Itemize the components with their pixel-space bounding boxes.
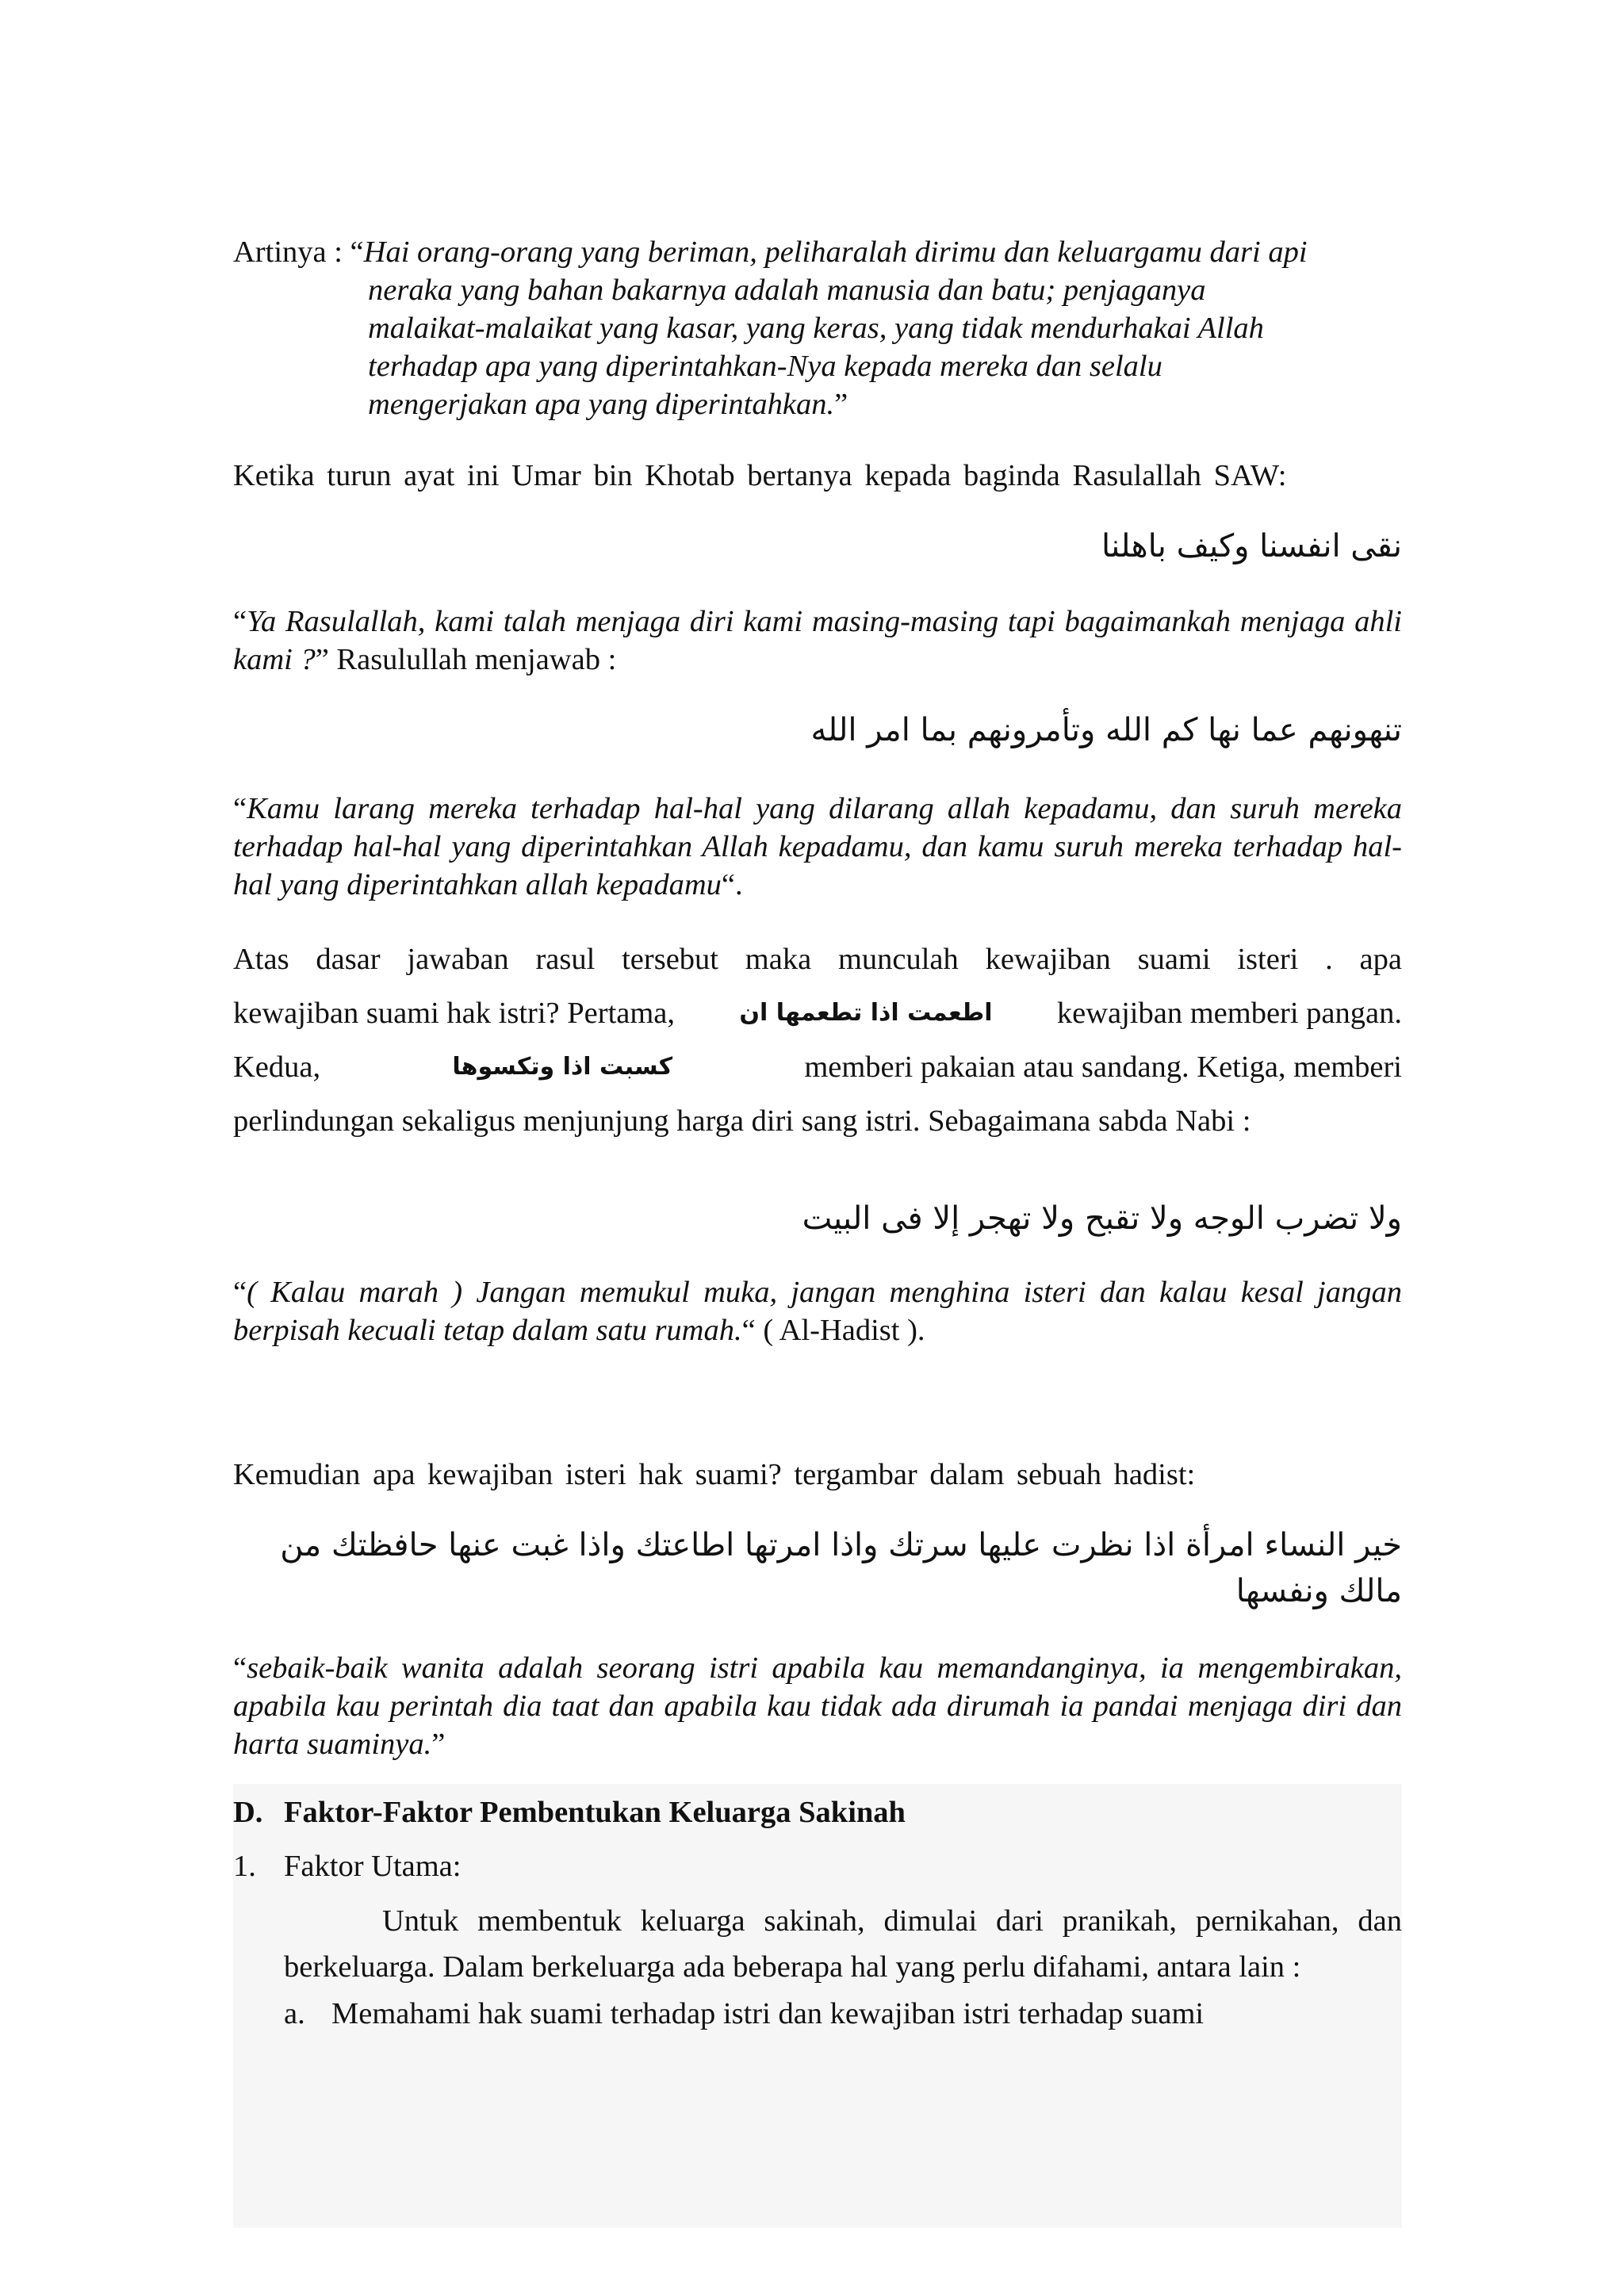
item-1-heading <box>233 1847 1402 1885</box>
atas-line-2-a: kewajiban suami hak istri? Pertama, <box>233 997 676 1030</box>
item-1-sub-a <box>284 1995 1402 2033</box>
arabic-text-2: تنهونهم عما نها كم الله وتأمرونهم بما امر الله <box>810 712 1402 748</box>
artinya-line-2: neraka yang bahan bakarnya adalah manusia dan batu; penjaganya <box>368 274 1206 307</box>
atas-line-3 <box>233 1040 1402 1094</box>
arabic-text-3: ولا تضرب الوجه ولا تقبح ولا تهجر إلا فى البيت <box>802 1200 1402 1237</box>
item-1-sub-a-letter: a. <box>284 1997 305 2030</box>
quote-1-open: “ <box>233 605 247 638</box>
atas-line-1: Atas dasar jawaban rasul tersebut maka munculah kewajiban suami isteri . apa <box>233 943 1402 976</box>
atas-line-4: perlindungan sekaligus menjunjung harga diri sang istri. Sebagaimana sabda Nabi : <box>233 1104 1251 1138</box>
quote-3 <box>233 1273 1402 1349</box>
artinya-label-line <box>233 233 1402 271</box>
quote-4 <box>233 1649 1402 1763</box>
artinya-label: Artinya : “ <box>233 235 364 269</box>
artinya-line-5 <box>368 385 1402 423</box>
artinya-line-1: Hai orang-orang yang beriman, peliharalah dirimu dan keluargamu dari api <box>363 235 1308 269</box>
quote-2-close: “. <box>721 868 743 901</box>
arabic-text-1: نقى انفسنا وكيف باهلنا <box>1101 528 1402 564</box>
paragraph-ketika: Ketika turun ayat ini Umar bin Khotab bertanya kepada baginda Rasulallah SAW: <box>233 459 1287 492</box>
artinya-line-4: terhadap apa yang diperintahkan-Nya kepada mereka dan selalu <box>368 350 1162 383</box>
quote-3-close: “ ( Al-Hadist ). <box>741 1314 925 1347</box>
quote-1-close: ” Rasulullah menjawab : <box>315 643 617 676</box>
artinya-line-5-text: mengerjakan apa yang diperintahkan. <box>368 388 835 421</box>
quote-3-text: ( Kalau marah ) Jangan memukul muka, jangan menghina isteri dan kalau kesal jangan berpisah kecuali tetap dalam satu rumah. <box>233 1276 1402 1347</box>
quote-1 <box>233 603 1402 679</box>
quote-3-open: “ <box>233 1276 247 1309</box>
quote-4-open: “ <box>233 1651 247 1685</box>
item-1-title: Faktor Utama: <box>284 1850 462 1883</box>
quote-2 <box>233 790 1402 904</box>
quote-2-text: Kamu larang mereka terhadap hal-hal yang dilarang allah kepadamu, dan suruh mereka terhadap hal-hal yang diperintahkan Allah kepadamu, dan kamu suruh mereka terhadap hal-hal yang diperintahkan allah kepadamu <box>233 792 1402 901</box>
quote-4-text: sebaik-baik wanita adalah seorang istri apabila kau memandanginya, ia mengembirakan, apabila kau perintah dia taat dan apabila kau tidak ada dirumah ia pandai menjaga diri dan harta suaminya. <box>233 1651 1402 1761</box>
artinya-line-3: malaikat-malaikat yang kasar, yang keras, yang tidak mendurhakai Allah <box>368 312 1264 345</box>
quote-2-open: “ <box>233 792 247 825</box>
artinya-body <box>368 271 1402 423</box>
atas-line-2-b: kewajiban memberi pangan. <box>1056 997 1402 1030</box>
section-letter: D. <box>233 1796 263 1829</box>
section-title: Faktor-Faktor Pembentukan Keluarga Sakinah <box>284 1796 906 1829</box>
section-heading <box>233 1793 1402 1831</box>
arabic-text-4: خير النساء امرأة اذا نظرت عليها سرتك واذا امرتها اطاعتك واذا غبت عنها حافظتك من مالك ونفسها <box>280 1527 1402 1609</box>
item-1-paragraph: Untuk membentuk keluarga sakinah, dimulai dari pranikah, pernikahan, dan berkeluarga. Dalam berkeluarga ada beberapa hal yang perlu difahami, antara lain : <box>284 1904 1402 1984</box>
paragraph-atas-dasar <box>233 932 1402 1148</box>
quote-1-text: Ya Rasulallah, kami talah menjaga diri kami masing-masing tapi bagaimankah menjaga ahli kami ? <box>233 605 1402 676</box>
arabic-inline-2: كسبت اذا وتكسوها <box>452 1053 673 1081</box>
atas-line-3-a: Kedua, <box>233 1050 321 1084</box>
quote-4-close: ” <box>431 1728 446 1761</box>
item-1-sub-a-text: Memahami hak suami terhadap istri dan kewajiban istri terhadap suami <box>331 1997 1205 2030</box>
item-1-number: 1. <box>233 1850 256 1883</box>
atas-line-2 <box>233 986 1402 1040</box>
atas-line-3-b: memberi pakaian atau sandang. Ketiga, memberi <box>804 1050 1402 1084</box>
paragraph-kemudian: Kemudian apa kewajiban isteri hak suami? tergambar dalam sebuah hadist: <box>233 1458 1196 1491</box>
artinya-close-quote: ” <box>834 388 848 421</box>
arabic-inline-1: اطعمت اذا تطعمها ان <box>739 999 993 1027</box>
